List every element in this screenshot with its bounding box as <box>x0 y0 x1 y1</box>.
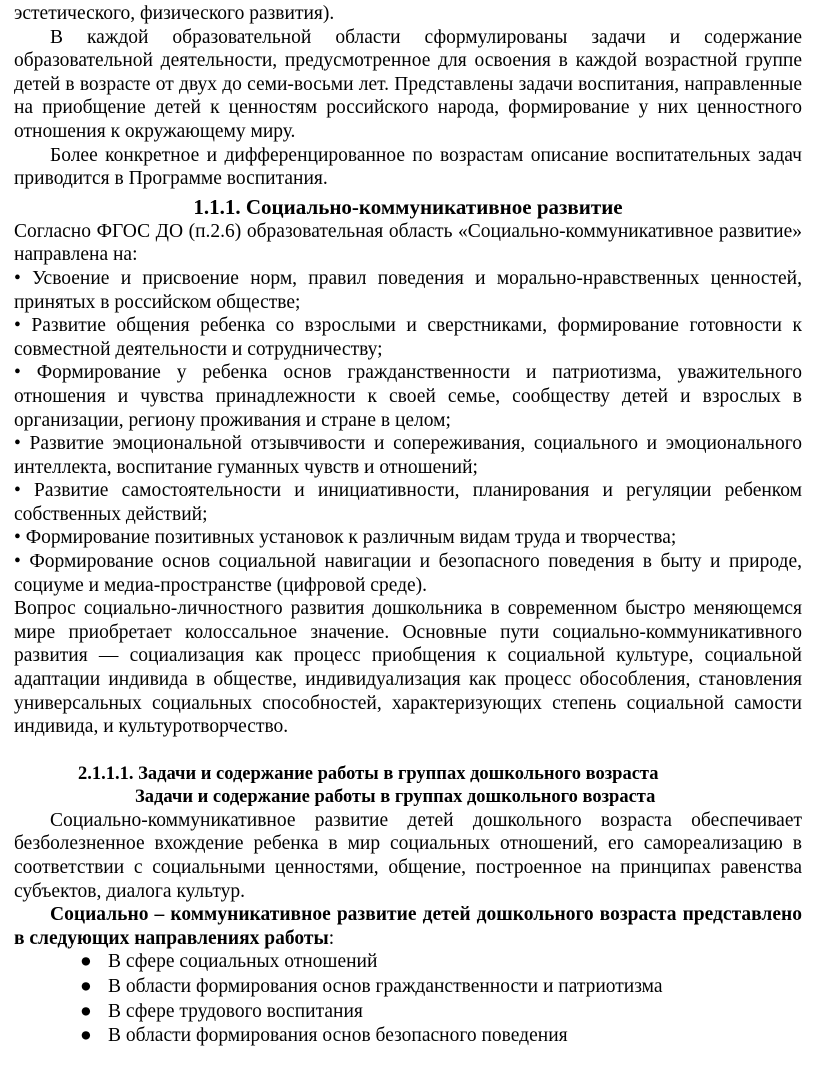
fgos-item: • Формирование основ социальной навигации и безопасного поведения в быту и природе, социуме и медиа-пространстве (цифровой среде). <box>14 551 802 596</box>
fgos-item: • Развитие эмоциональной отзывчивости и сопереживания, социального и эмоционального интеллекта, воспитание гуманных чувств и отношений; <box>14 433 802 478</box>
list-item <box>14 950 802 975</box>
list-item-text: В области формирования основ безопасного поведения <box>108 1025 568 1047</box>
paragraph-upbringing-program: Более конкретное и дифференцированное по возрастам описание воспитательных задач приводится в Программе воспитания. <box>14 144 802 190</box>
fgos-item: • Формирование позитивных установок к различным видам труда и творчества; <box>14 527 677 549</box>
bullet-icon: ● <box>80 951 92 973</box>
section-heading: 1.1.1. Социально-коммуникативное развитие <box>193 194 623 219</box>
directions-lead-colon: : <box>328 927 335 949</box>
list-item <box>14 1000 802 1025</box>
directions-lead <box>14 903 802 950</box>
directions-list <box>14 950 802 1048</box>
bullet-icon: ● <box>80 1000 92 1022</box>
fgos-item: • Усвоение и присвоение норм, правил поведения и морально-нравственных ценностей, принятых в российском обществе; <box>14 267 802 313</box>
fgos-intro: Согласно ФГОС ДО (п.2.6) образовательная область «Социально-коммуникативное развитие» направлена на: <box>14 220 802 266</box>
subsection-subheading: Задачи и содержание работы в группах дошкольного возраста <box>135 786 656 807</box>
directions-lead-bold: Социально – коммуникативное развитие детей дошкольного возраста представлено в следующих направлениях работы <box>14 904 802 949</box>
paragraph-continuation: эстетического, физического развития). <box>14 3 335 24</box>
paragraph-educational-areas: В каждой образовательной области сформулированы задачи и содержание образовательной деятельности, предусмотренное для освоения в каждой возрастной группе детей в возрасте от двух до семи-восьми лет. Представлены задачи воспитания, направленные на приобщение детей к ценностям российского народа, формирование у них ценностного отношения к окружающему миру. <box>14 26 802 142</box>
list-item-text: В области формирования основ гражданственности и патриотизма <box>108 975 663 997</box>
subsection-heading: 2.1.1.1. Задачи и содержание работы в группах дошкольного возраста <box>78 763 659 784</box>
bullet-icon: ● <box>80 975 92 997</box>
list-item <box>14 975 802 1000</box>
fgos-item: • Развитие самостоятельности и инициативности, планирования и регуляции ребенком собственных действий; <box>14 480 802 525</box>
fgos-item: • Формирование у ребенка основ гражданственности и патриотизма, уважительного отношения и чувства принадлежности к своей семье, сообществу детей и взрослых в организации, региону проживания и стране в целом; <box>14 362 802 431</box>
subsection-paragraph: Социально-коммуникативное развитие детей дошкольного возраста обеспечивает безболезненное вхождение ребенка в мир социальных отношений, его самореализацию в соответствии с социальными ценностями, общение, построенное на принципах равенства субъектов, диалога культур. <box>14 809 802 902</box>
fgos-item: • Развитие общения ребенка со взрослыми и сверстниками, формирование готовности к совместной деятельности и сотрудничеству; <box>14 315 802 360</box>
bullet-icon: ● <box>80 1025 92 1047</box>
list-item <box>14 1024 802 1049</box>
social-development-paragraph: Вопрос социально-личностного развития дошкольника в современном быстро меняющемся мире приобретает колоссальное значение. Основные пути социально-коммуникативного развития — социализация как процесс приобщения к социальной культуре, социальной адаптации индивида в обществе, индивидуализация как процесс обособления, становления универсальных социальных способностей, характеризующих степень социальной самости индивида, и культуротворчество. <box>14 598 802 738</box>
list-item-text: В сфере социальных отношений <box>108 951 378 973</box>
list-item-text: В сфере трудового воспитания <box>108 1000 363 1022</box>
